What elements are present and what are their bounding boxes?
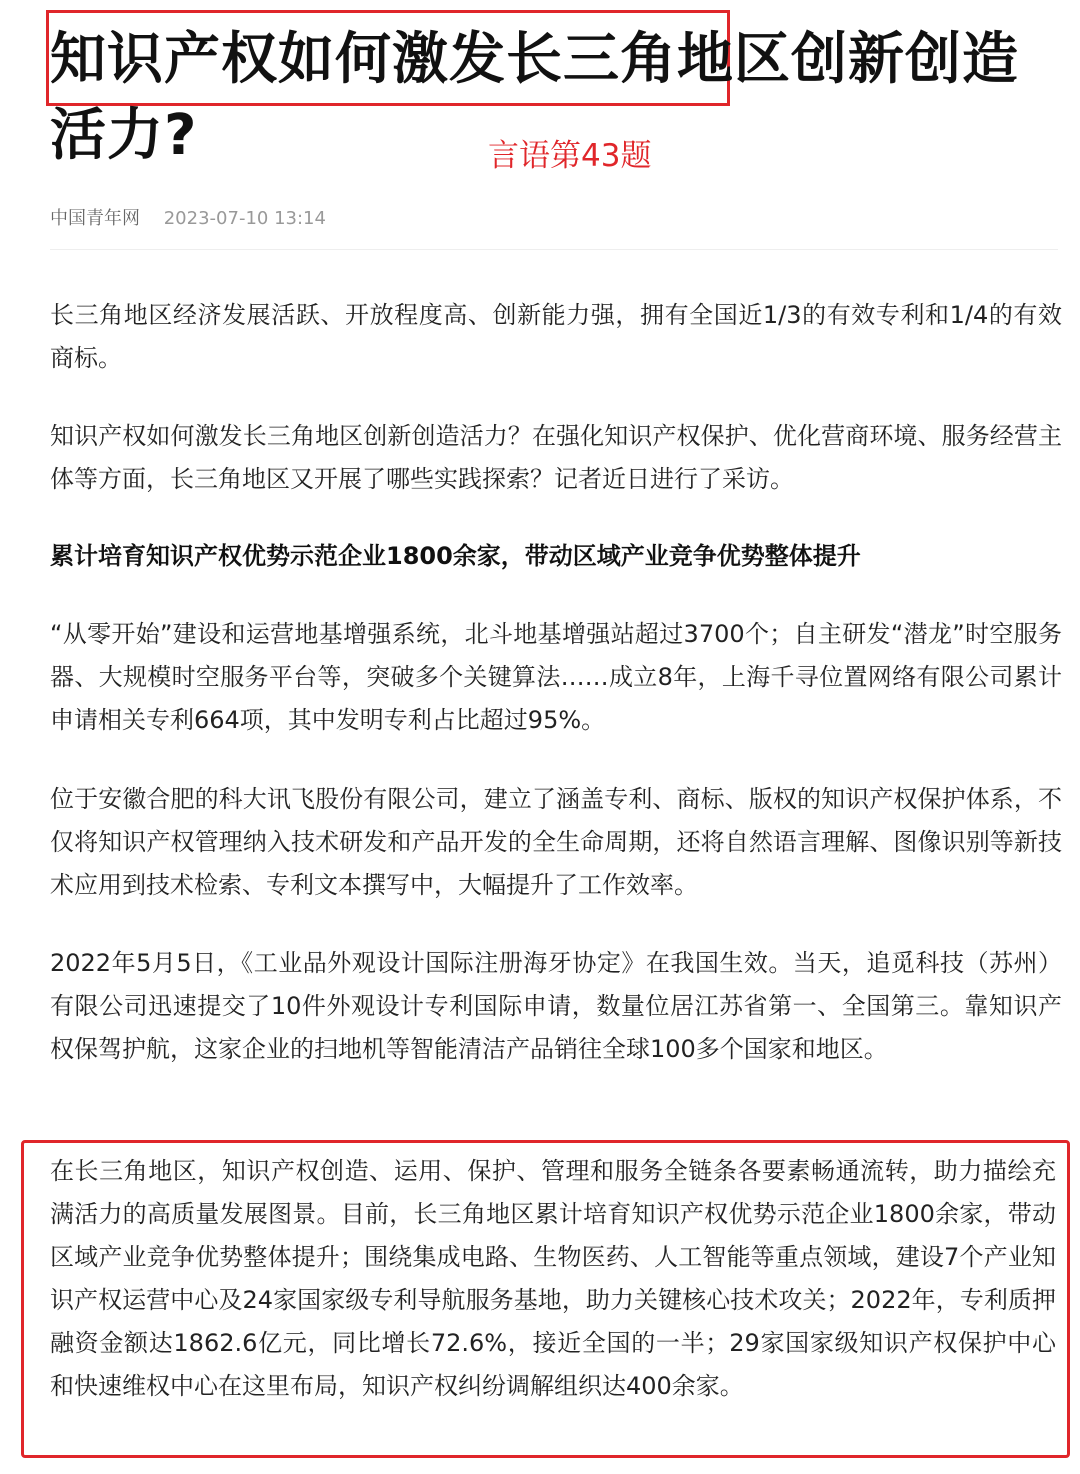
article-source[interactable]: 中国青年网 bbox=[50, 208, 140, 229]
paragraph-question: 知识产权如何激发长三角地区创新创造活力？在强化知识产权保护、优化营商环境、服务经营主体等方面，长三角地区又开展了哪些实践探索？记者近日进行了采访。 bbox=[50, 422, 1062, 493]
paragraph-qianxun: “从零开始”建设和运营地基增强系统，北斗地基增强站超过3700个；自主研发“潜龙”时空服务器、大规模时空服务平台等，突破多个关键算法……成立8年，上海千寻位置网络有限公司累计申请相关专利664项，其中发明专利占比超过95%。 bbox=[50, 620, 1062, 734]
article-time: 2023-07-10 13:14 bbox=[163, 208, 326, 229]
paragraph-dreame: 2022年5月5日，《工业品外观设计国际注册海牙协定》在我国生效。当天，追觅科技（苏州）有限公司迅速提交了10件外观设计专利国际申请，数量位居江苏省第一、全国第三。靠知识产权保驾护航，这家企业的扫地机等智能清洁产品销往全球100多个国家和地区。 bbox=[50, 949, 1062, 1063]
paragraph-summary: 在长三角地区，知识产权创造、运用、保护、管理和服务全链条各要素畅通流转，助力描绘充满活力的高质量发展图景。目前，长三角地区累计培育知识产权优势示范企业1800余家，带动区域产业竞争优势整体提升；围绕集成电路、生物医药、人工智能等重点领域，建设7个产业知识产权运营中心及24家国家级专利导航服务基地，助力关键核心技术攻关；2022年，专利质押融资金额达1862.6亿元，同比增长72.6%，接近全国的一半；29家国家级知识产权保护中心和快速维权中心在这里布局，知识产权纠纷调解组织达400余家。 bbox=[50, 1157, 1056, 1400]
question-annotation: 言语第43题 bbox=[488, 138, 652, 174]
article-title: 知识产权如何激发长三角地区创新创造活力? bbox=[50, 27, 1019, 168]
article-meta bbox=[50, 206, 326, 232]
paragraph-intro: 长三角地区经济发展活跃、开放程度高、创新能力强，拥有全国近1/3的有效专利和1/4的有效商标。 bbox=[50, 301, 1062, 372]
meta-divider bbox=[50, 249, 1058, 250]
paragraph-iflytek: 位于安徽合肥的科大讯飞股份有限公司，建立了涵盖专利、商标、版权的知识产权保护体系，不仅将知识产权管理纳入技术研发和产品开发的全生命周期，还将自然语言理解、图像识别等新技术应用到技术检索、专利文本撰写中，大幅提升了工作效率。 bbox=[50, 785, 1062, 899]
section-heading: 累计培育知识产权优势示范企业1800余家，带动区域产业竞争优势整体提升 bbox=[50, 542, 861, 570]
